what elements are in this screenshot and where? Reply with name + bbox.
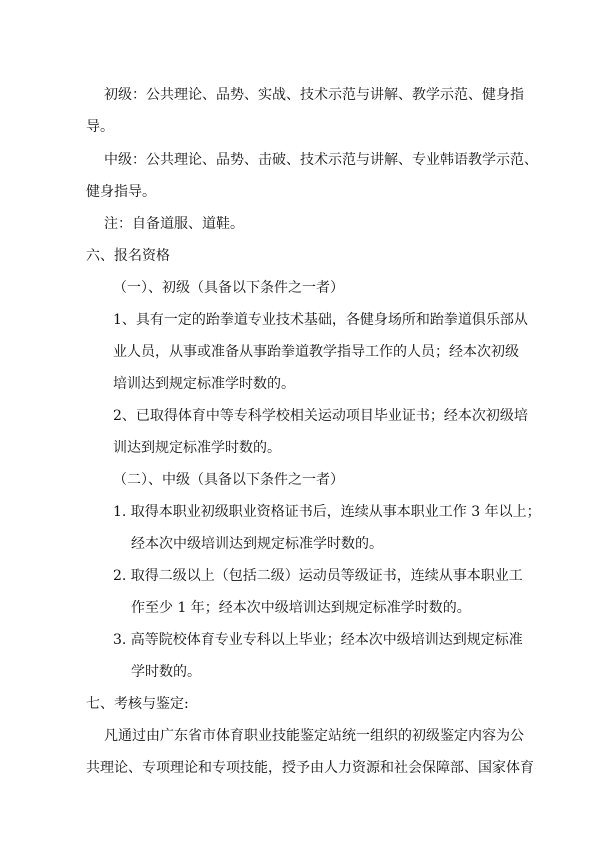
paragraph-line: 共理论、专项理论和专项技能，授予由人力资源和社会保障部、国家体育 (86, 760, 534, 776)
paragraph-line: 中级：公共理论、品势、击破、技术示范与讲解、专业韩语教学示范、 (104, 152, 538, 168)
section-heading: 七、考核与鉴定: (86, 696, 189, 712)
list-item-line: 1. 取得本职业初级职业资格证书后，连续从事本职业工作 3 年以上； (113, 504, 541, 520)
list-item-line: 作至少 1 年；经本次中级培训达到规定标准学时数的。 (131, 600, 471, 616)
subsection-heading: （二）、中级（具备以下条件之一者） (113, 472, 344, 488)
list-item-line: 2. 取得二级以上（包括二级）运动员等级证书，连续从事本职业工 (113, 568, 523, 584)
list-item-line: 2、已取得体育中等专科学校相关运动项目毕业证书；经本次初级培 (113, 408, 528, 424)
list-item-line: 1、具有一定的跆拳道专业技术基础，各健身场所和跆拳道俱乐部从 (113, 312, 528, 328)
paragraph-line: 初级：公共理论、品势、实战、技术示范与讲解、教学示范、健身指 (104, 87, 524, 103)
paragraph-line: 健身指导。 (86, 184, 156, 200)
paragraph-line: 导。 (86, 119, 114, 135)
section-heading: 六、报名资格 (86, 248, 170, 264)
list-item-line: 训达到规定标准学时数的。 (113, 440, 281, 456)
list-item-line: 培训达到规定标准学时数的。 (113, 376, 295, 392)
list-item-line: 3. 高等院校体育专业专科以上毕业；经本次中级培训达到规定标准 (113, 632, 523, 648)
list-item-line: 学时数的。 (131, 664, 201, 680)
paragraph-line: 凡通过由广东省市体育职业技能鉴定站统一组织的初级鉴定内容为公 (104, 728, 524, 744)
subsection-heading: （一）、初级（具备以下条件之一者） (113, 280, 344, 296)
list-item-line: 经本次中级培训达到规定标准学时数的。 (131, 536, 383, 552)
list-item-line: 业人员，从事或准备从事跆拳道教学指导工作的人员；经本次初级 (113, 344, 519, 360)
paragraph-line: 注：自备道服、道鞋。 (104, 216, 244, 232)
